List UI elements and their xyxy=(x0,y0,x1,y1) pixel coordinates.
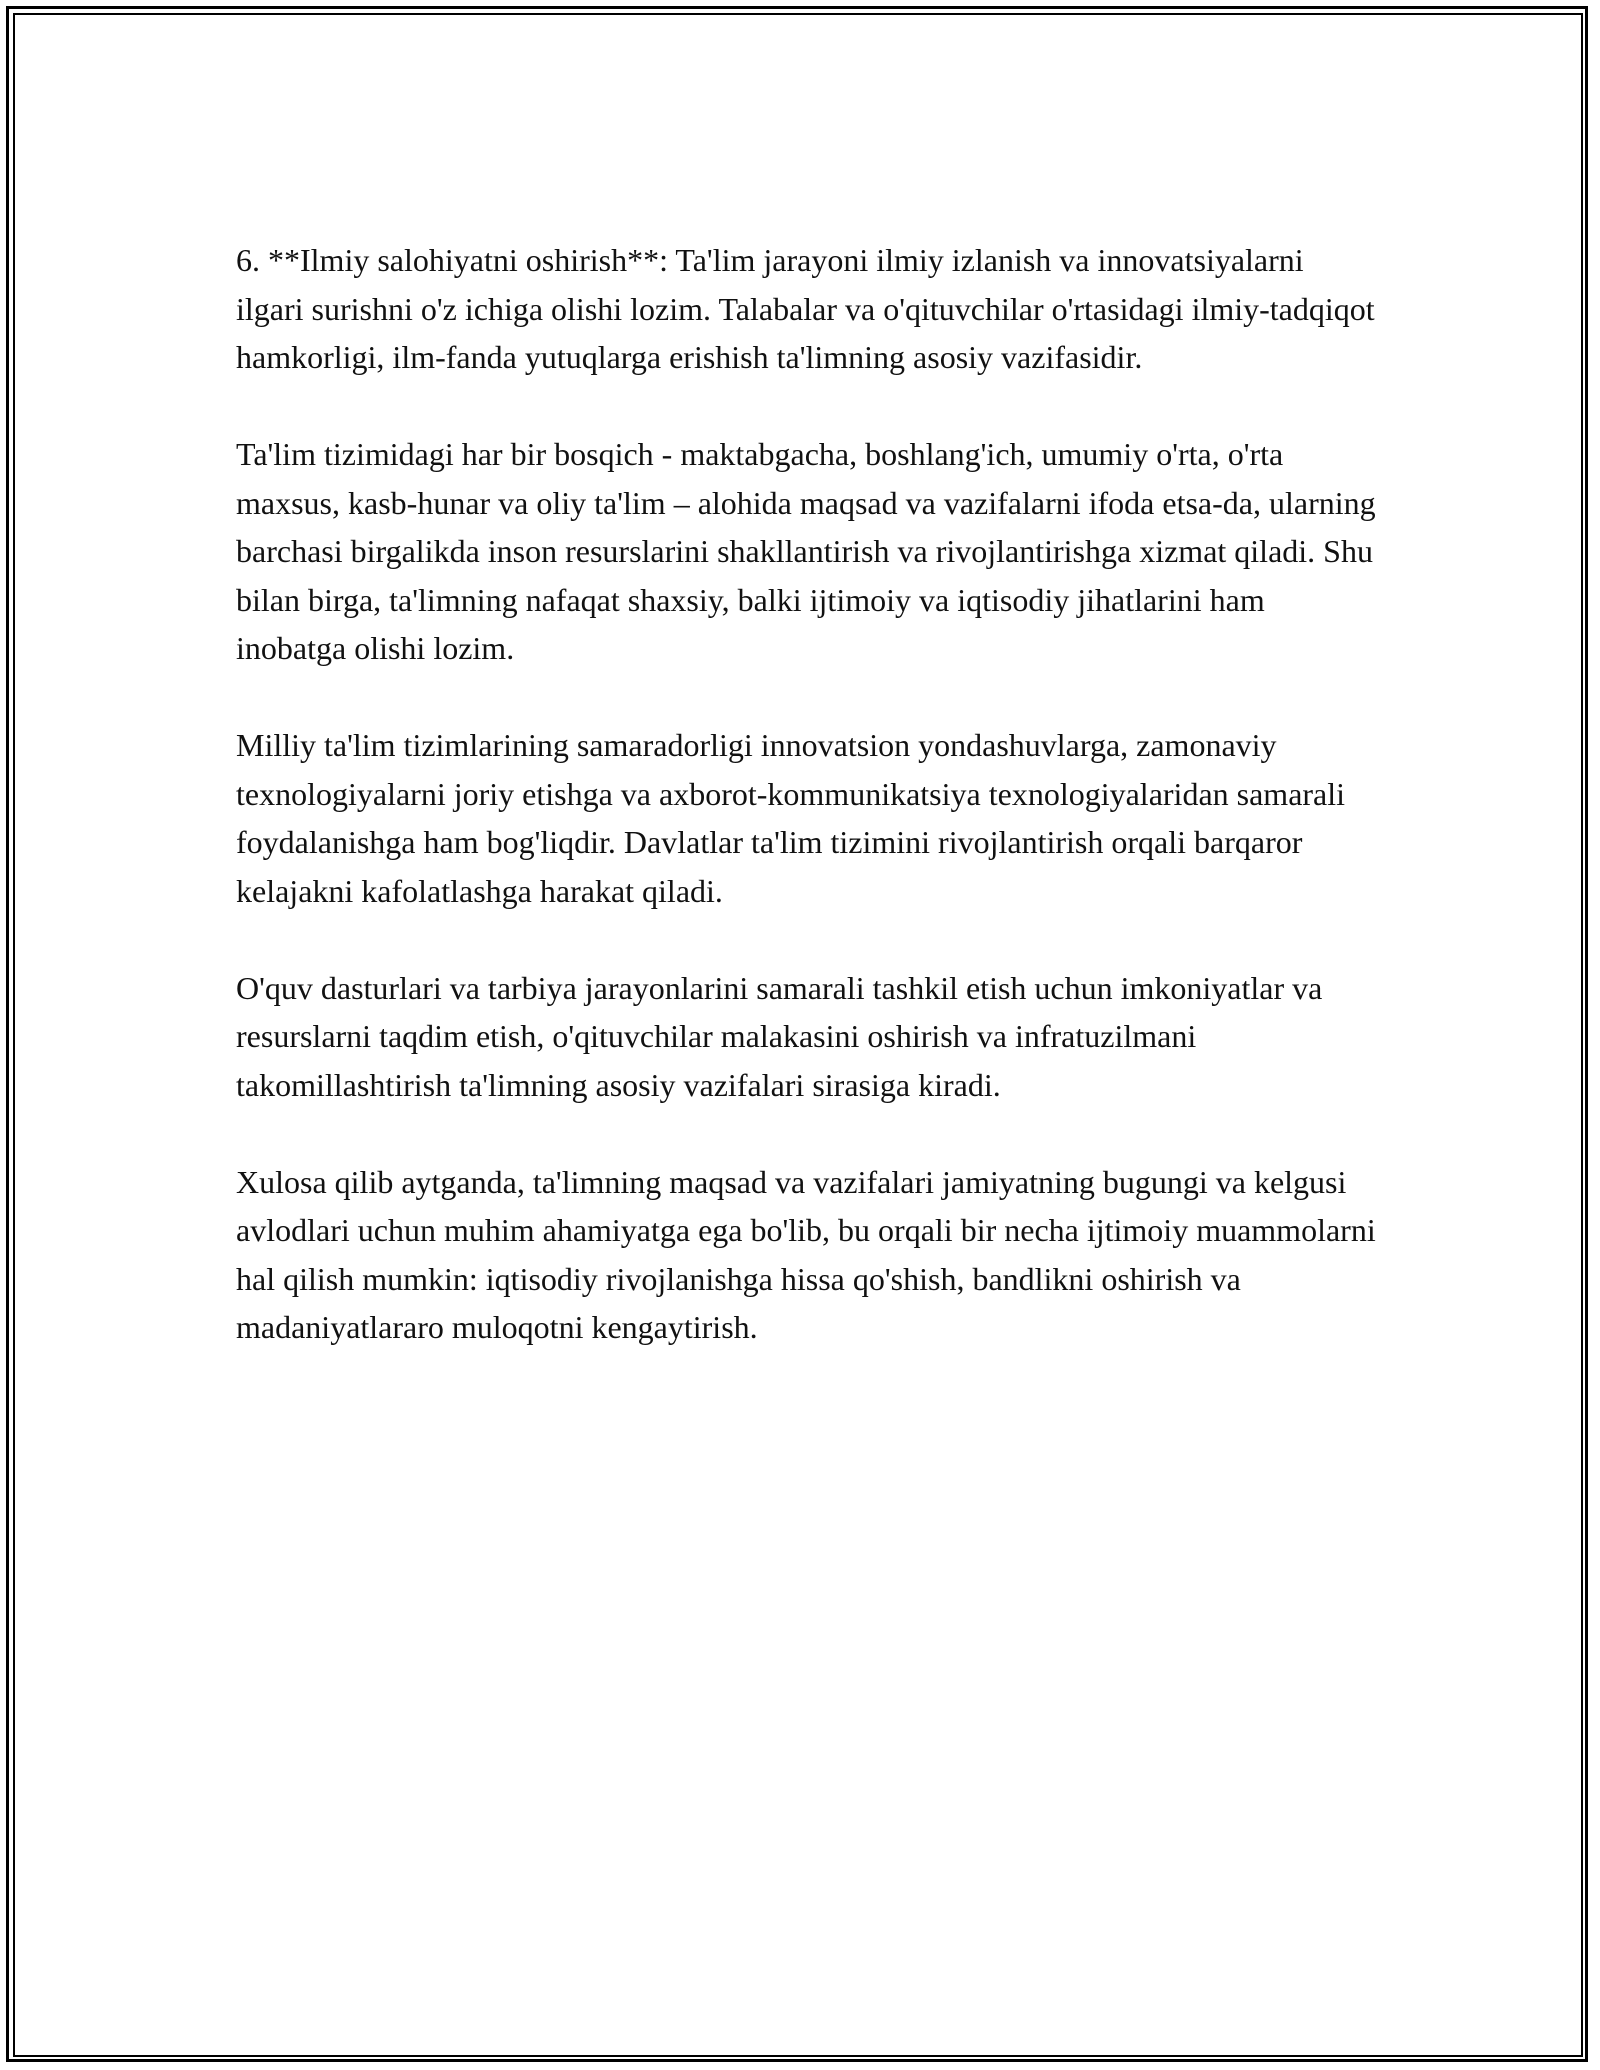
paragraph-national-education-efficiency: Milliy ta'lim tizimlarining samaradorligi innovatsion yondashuvlarga, zamonaviy texnologiyalarni joriy etishga va axborot-kommunikatsiya texnologiyalaridan samarali foydalanishga ham bog'liqdir. Davlatlar ta'lim tizimini rivojlantirish orqali barqaror kelajakni kafolatlashga harakat qiladi. xyxy=(236,727,1346,909)
paragraph-scientific-potential: 6. **Ilmiy salohiyatni oshirish**: Ta'lim jarayoni ilmiy izlanish va innovatsiyalarni ilgari surishni o'z ichiga olishi lozim. Talabalar va o'qituvchilar o'rtasidagi ilmiy-tadqiqot hamkorligi, ilm-fanda yutuqlarga erishish ta'limning asosiy vazifasidir. xyxy=(236,242,1375,375)
paragraph-curriculum-resources: O'quv dasturlari va tarbiya jarayonlarini samarali tashkil etish uchun imkoniyatlar va resurslarni taqdim etish, o'qituvchilar malakasini oshirish va infratuzilmani takomillashtirish ta'limning asosiy vazifalari sirasiga kiradi. xyxy=(236,969,1323,1103)
document-body xyxy=(236,236,1376,1352)
paragraph-conclusion: Xulosa qilib aytganda, ta'limning maqsad va vazifalari jamiyatning bugungi va kelgusi avlodlari uchun muhim ahamiyatga ega bo'lib, bu orqali bir necha ijtimoiy muammolarni hal qilish mumkin: iqtisodiy rivojlanishga hissa qo'shish, bandlikni oshirish va madaniyatlararo muloqotni kengaytirish. xyxy=(236,1163,1376,1345)
paragraph-education-stages: Ta'lim tizimidagi har bir bosqich - maktabgacha, boshlang'ich, umumiy o'rta, o'rta maxsus, kasb-hunar va oliy ta'lim – alohida maqsad va vazifalarni ifoda etsa-da, ularning barchasi birgalikda inson resurslarini shakllantirish va rivojlantirishga xizmat qiladi. Shu bilan birga, ta'limning nafaqat shaxsiy, balki ijtimoiy va iqtisodiy jihatlarini ham inobatga olishi lozim. xyxy=(236,436,1376,666)
